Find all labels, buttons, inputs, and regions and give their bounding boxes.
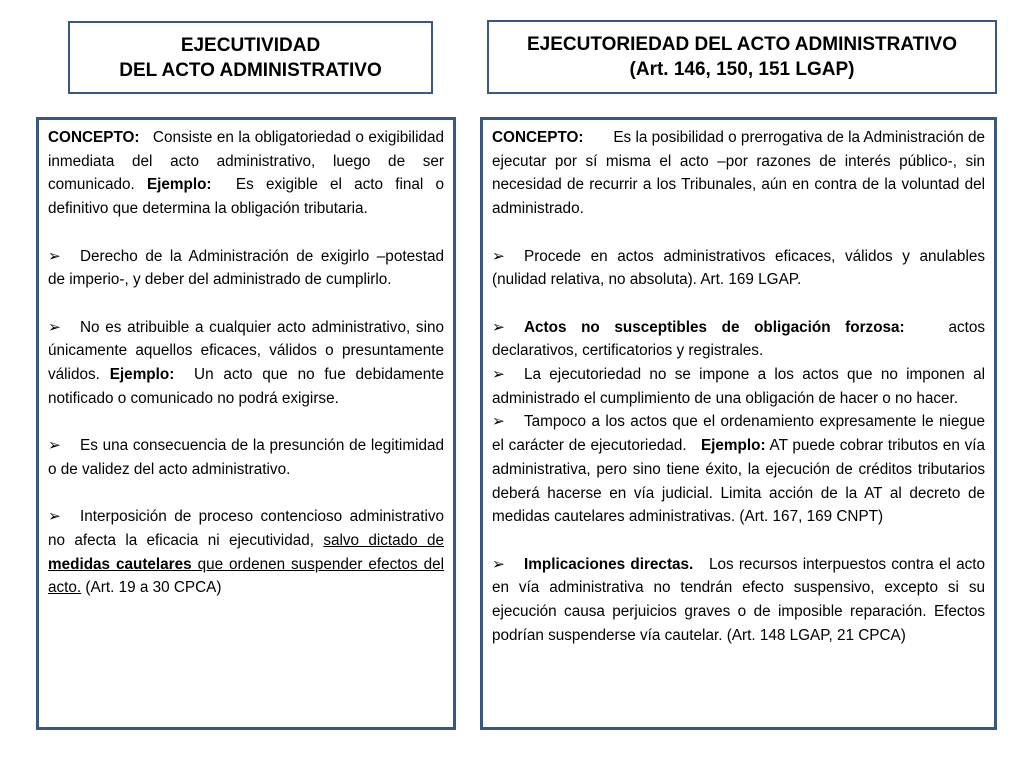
left-bullet-4 — [48, 505, 444, 600]
right-concept-text: Es la posibilidad o prerrogativa de la Administración de ejecutar por sí misma el acto –por razones de interés público-, sin necesidad de recurrir a los Tribunales, aún en contra de la voluntad del administrado. — [492, 129, 986, 218]
right-title-line1: EJECUTORIEDAD DEL ACTO ADMINISTRATIVO — [527, 34, 957, 55]
arrow-bullet-icon: ➢ — [48, 508, 61, 526]
right-bullet-1 — [492, 245, 985, 292]
right-bullet-3-text: La ejecutoriedad no se impone a los actos que no imponen al administrado el cumplimiento de una obligación de hacer o no hacer. — [492, 366, 985, 407]
right-bullet-4-example-text: AT puede cobrar tributos en vía administrativa, pero sino tiene éxito, la ejecución de créditos tributarios deberá hacerse en vía judicial. Limita acción de la AT al decreto de medidas cautelares administrativas. (Art. 167, 169 CNPT) — [492, 437, 986, 526]
right-bullet-2-label: Actos no susceptibles de obligación forzosa: — [524, 318, 905, 336]
right-bullet-3 — [492, 363, 985, 410]
right-bullet-5-text: Los recursos interpuestos contra el acto en vía administrativa no tendrán efecto suspensivo, excepto si su ejecución causa perjuicios graves o de imposible reparación. Efectos podrían suspenderse vía cautelar. (Art. 148 LGAP, 21 CPCA) — [492, 555, 985, 644]
right-bullet-4-example-label: Ejemplo: — [700, 437, 766, 455]
right-content-panel — [480, 117, 997, 730]
left-content-panel — [36, 117, 456, 730]
left-bullet-1 — [48, 245, 444, 292]
arrow-bullet-icon: ➢ — [48, 247, 61, 265]
arrow-bullet-icon: ➢ — [492, 413, 505, 431]
left-bullet-2 — [48, 316, 444, 411]
left-bullet-3 — [48, 434, 444, 481]
right-title-line2: (Art. 146, 150, 151 LGAP) — [629, 59, 855, 80]
right-bullet-2 — [492, 316, 985, 363]
left-bullet-4-bold-underline: medidas cautelares — [48, 555, 192, 573]
arrow-bullet-icon: ➢ — [48, 437, 61, 455]
left-concept-example-label: Ejemplo: — [146, 176, 212, 194]
left-bullet-2-example-label: Ejemplo: — [109, 366, 175, 383]
arrow-bullet-icon: ➢ — [492, 318, 505, 336]
left-concept-paragraph — [48, 126, 444, 221]
left-title-box — [68, 21, 433, 94]
arrow-bullet-icon: ➢ — [492, 247, 505, 265]
left-bullet-4-underline-a: salvo dictado de — [323, 531, 444, 549]
left-bullet-2-example-text: Un acto que no fue debidamente notificado o comunicado no podrá exigirse. — [48, 366, 444, 407]
arrow-bullet-icon: ➢ — [492, 366, 505, 383]
left-bullet-4-underline-b: que ordenen suspender efectos del acto. — [48, 555, 445, 597]
left-bullet-4-text: Interposición de proceso contencioso administrativo no afecta la eficacia ni ejecutividad, — [48, 508, 444, 549]
arrow-bullet-icon: ➢ — [48, 318, 61, 336]
left-bullet-4-ref: (Art. 19 a 30 CPCA) — [85, 579, 222, 597]
left-bullet-1-text: Derecho de la Administración de exigirlo –potestad de imperio-, y deber del administrado de cumplirlo. — [48, 247, 444, 289]
right-bullet-1-text: Procede en actos administrativos eficaces, válidos y anulables (nulidad relativa, no absoluta). Art. 169 LGAP. — [492, 247, 985, 289]
right-bullet-5 — [492, 553, 985, 648]
right-concept-paragraph — [492, 126, 985, 221]
left-title-line1: EJECUTIVIDAD — [180, 34, 321, 56]
left-concept-text: Consiste en la obligatoriedad o exigibilidad inmediata del acto administrativo, luego de ser comunicado. — [48, 129, 444, 194]
left-concept-label: CONCEPTO: — [48, 129, 140, 146]
right-bullet-4-text: Tampoco a los actos que el ordenamiento expresamente le niegue el carácter de ejecutoriedad. — [492, 413, 985, 455]
right-title-box — [487, 20, 997, 94]
left-bullet-2-text: No es atribuible a cualquier acto administrativo, sino únicamente aquellos eficaces, válidos o presuntamente válidos. — [48, 318, 444, 383]
arrow-bullet-icon: ➢ — [492, 555, 505, 573]
right-bullet-4 — [492, 410, 985, 529]
right-concept-label: CONCEPTO: — [492, 129, 584, 146]
left-bullet-3-text: Es una consecuencia de la presunción de legitimidad o de validez del acto administrativo. — [48, 437, 444, 478]
right-bullet-2-text: actos declarativos, certificatorios y registrales. — [492, 318, 985, 360]
left-concept-example-text: Es exigible el acto final o definitivo que determina la obligación tributaria. — [48, 176, 445, 218]
right-bullet-5-label: Implicaciones directas. — [524, 555, 694, 573]
left-title-line2: DEL ACTO ADMINISTRATIVO — [119, 59, 382, 81]
